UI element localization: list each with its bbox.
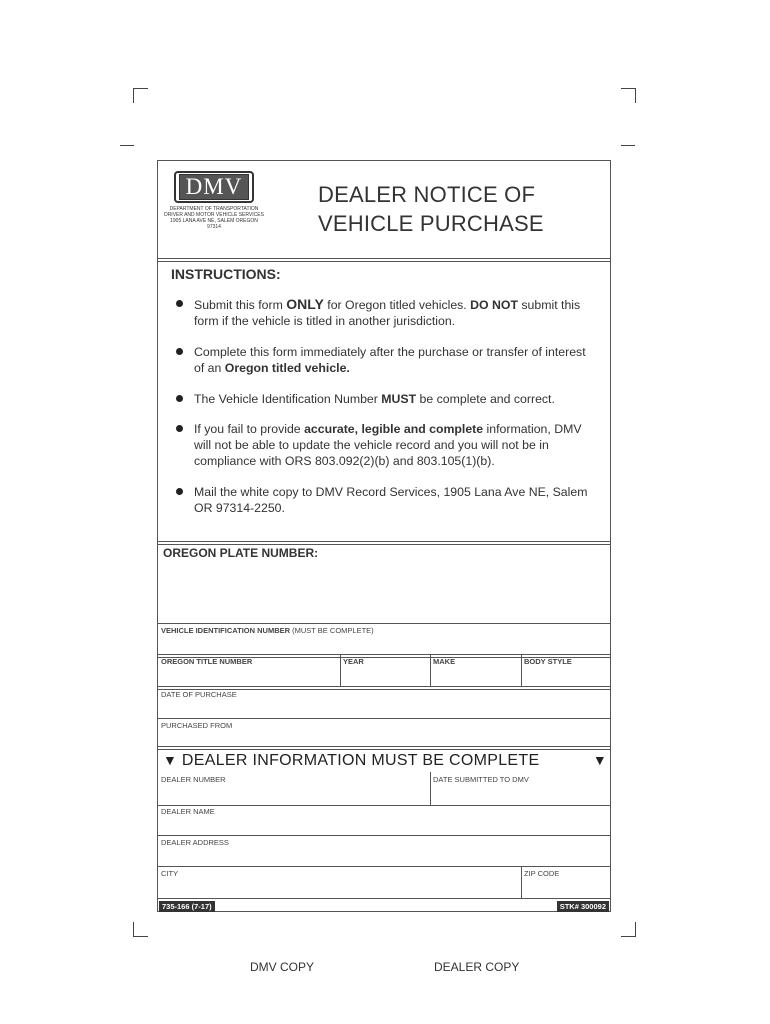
crop-mark-bl-h <box>133 936 148 937</box>
bullet-icon <box>176 300 183 307</box>
bullet-icon <box>176 488 183 495</box>
crop-mark-br-v <box>635 922 636 937</box>
form-title-line-1: DEALER NOTICE OF <box>318 182 536 207</box>
crop-mark-tl-h <box>133 88 148 89</box>
zip-divider <box>521 866 522 898</box>
title-divider <box>158 258 610 262</box>
make-divider <box>430 654 431 686</box>
plate-number-field[interactable]: OREGON PLATE NUMBER: <box>163 546 319 560</box>
crop-mark-tl-v <box>133 88 134 103</box>
city-divider <box>158 866 610 867</box>
vin-divider <box>158 623 610 624</box>
dealer-info-banner <box>163 751 607 770</box>
dealer-address-field[interactable]: DEALER ADDRESS <box>161 838 229 847</box>
city-field[interactable]: CITY <box>161 869 179 878</box>
crop-mark-tr-v <box>635 88 636 103</box>
date-of-purchase-field[interactable]: DATE OF PURCHASE <box>161 690 237 699</box>
dealer-number-field[interactable]: DEALER NUMBER <box>161 775 226 784</box>
instructions-heading: INSTRUCTIONS: <box>171 266 281 282</box>
dmv-logo <box>164 171 264 230</box>
dealer-copy-label: DEALER COPY <box>434 960 520 974</box>
year-divider <box>340 654 341 686</box>
instruction-item: Mail the white copy to DMV Record Services, 1905 Lana Ave NE, Salem OR 97314-2250. <box>176 484 596 516</box>
plate-divider <box>158 541 610 545</box>
logo-line-2: DRIVER AND MOTOR VEHICLE SERVICES <box>164 212 264 218</box>
purchased-from-divider <box>158 718 610 719</box>
tick-left <box>120 145 134 146</box>
banner-divider <box>158 746 610 750</box>
body-style-field[interactable]: BODY STYLE <box>524 657 572 666</box>
crop-mark-br-h <box>621 936 636 937</box>
bullet-icon <box>176 348 183 355</box>
dmv-logo-text: DMV <box>179 174 250 200</box>
date-submitted-field[interactable]: DATE SUBMITTED TO DMV <box>433 775 529 784</box>
logo-line-3: 1905 LANA AVE NE, SALEM OREGON 97314 <box>170 218 258 230</box>
stock-number-badge: STK# 300092 <box>557 901 609 912</box>
date-submitted-divider <box>430 772 431 805</box>
title-number-field[interactable]: OREGON TITLE NUMBER <box>161 657 253 666</box>
tick-right <box>621 145 635 146</box>
crop-mark-bl-v <box>133 922 134 937</box>
zip-code-field[interactable]: ZIP CODE <box>524 869 560 878</box>
year-field[interactable]: YEAR <box>343 657 364 666</box>
form-number-badge: 735-166 (7-17) <box>159 901 215 912</box>
dmv-copy-label: DMV COPY <box>250 960 315 974</box>
logo-line-1: DEPARTMENT OF TRANSPORTATION <box>169 206 259 212</box>
footer-divider <box>158 898 610 899</box>
instruction-item: Submit this form ONLY for Oregon titled vehicles. DO NOT submit this form if the vehicle is titled in another jurisdiction. <box>176 296 596 329</box>
dealer-address-divider <box>158 835 610 836</box>
dealer-name-divider <box>158 805 610 806</box>
triangle-down-icon: ▼ <box>592 752 607 768</box>
body-style-divider <box>521 654 522 686</box>
bullet-icon <box>176 395 183 402</box>
dealer-notice-form <box>157 160 611 912</box>
form-title <box>318 180 544 238</box>
dealer-name-field[interactable]: DEALER NAME <box>161 807 215 816</box>
form-title-line-2: VEHICLE PURCHASE <box>318 211 544 236</box>
banner-text: DEALER INFORMATION MUST BE COMPLETE <box>181 752 540 769</box>
purchased-from-field[interactable]: PURCHASED FROM <box>161 721 233 730</box>
make-field[interactable]: MAKE <box>433 657 456 666</box>
dmv-logo-address <box>164 206 264 230</box>
instruction-item: The Vehicle Identification Number MUST be complete and correct. <box>176 391 596 407</box>
instruction-item: If you fail to provide accurate, legible and complete information, DMV will not be able to update the vehicle record and you will not be in compliance with ORS 803.092(2)(b) and 803.105(1)(b). <box>176 421 596 469</box>
triangle-down-icon: ▼ <box>163 752 178 768</box>
instruction-item: Complete this form immediately after the purchase or transfer of interest of an Oregon titled vehicle. <box>176 344 596 376</box>
bullet-icon <box>176 425 183 432</box>
instructions-list <box>176 296 596 531</box>
vin-field[interactable]: VEHICLE IDENTIFICATION NUMBER (MUST BE COMPLETE) <box>161 626 374 635</box>
dmv-logo-badge <box>174 171 254 203</box>
crop-mark-tr-h <box>621 88 636 89</box>
